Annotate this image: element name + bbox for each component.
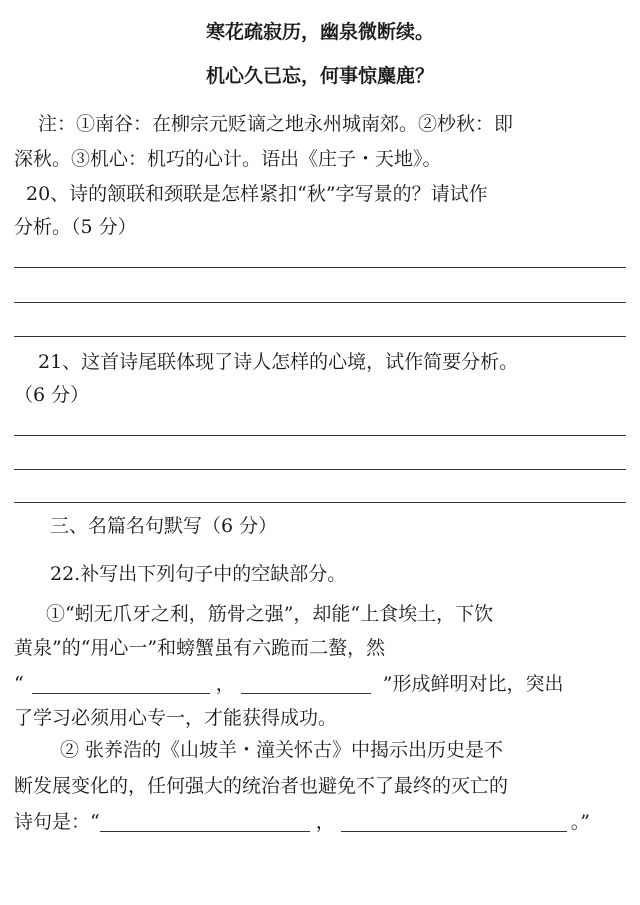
question-22-item-2-line-1: ② 张养浩的《山坡羊・潼关怀古》中揭示出历史是不 [60,739,504,761]
fill-blank-2[interactable] [241,675,371,694]
answer-line-21-2[interactable] [14,469,626,470]
question-22-item-1-line-2: 黄泉”的“用心一”和螃蟹虽有六跪而二螯，然 [14,637,386,659]
question-22-item-1-line-1: ①“蚓无爪牙之利，筋骨之强”，却能“上食埃土，下饮 [46,603,494,625]
notes-line-2: 深秋。③机心：机巧的心计。语出《庄子・天地》。 [14,148,442,170]
fill-blank-4[interactable] [341,813,567,832]
open-quote: “ [14,673,24,695]
question-22-item-1-line-4: 了学习必须用心专一，才能获得成功。 [14,707,338,729]
question-22-item-2-line-2: 断发展变化的，任何强大的统治者也避免不了最终的灭亡的 [14,775,509,797]
question-20-line-2: 分析。（5 分） [14,216,137,238]
line-tail-text: ”形成鲜明对比，突出 [382,673,564,695]
item-2-lead-text: 诗句是：“ [14,811,100,833]
question-22-item-2-line-3 [14,808,630,836]
question-21-line-2: （6 分） [14,384,90,406]
fill-blank-1[interactable] [32,675,210,694]
question-22-prompt: 22.补写出下列句子中的空缺部分。 [50,563,347,585]
blank-separator: ， [215,673,235,695]
section-3-title: 三、名篇名句默写（6 分） [50,515,278,537]
question-21-line-1: 21、这首诗尾联体现了诗人怎样的心境，试作简要分析。 [38,351,519,373]
answer-line-20-1[interactable] [14,267,626,268]
fill-blank-3[interactable] [100,813,310,832]
closing-punctuation: 。” [570,811,590,833]
poem-line-1: 寒花疏寂历，幽泉微断续。 [205,21,434,43]
poem-line-2: 机心久已忘，何事惊麋鹿？ [205,65,434,87]
answer-line-20-3[interactable] [14,336,626,337]
question-20-line-1: 20、诗的颔联和颈联是怎样紧扣“秋”字写景的？请试作 [26,183,488,205]
answer-line-21-3[interactable] [14,502,626,503]
blank-separator-2: ， [315,811,335,833]
question-22-item-1-line-3 [14,670,630,698]
answer-line-20-2[interactable] [14,302,626,303]
answer-line-21-1[interactable] [14,435,626,436]
notes-line-1: 注：①南谷：在柳宗元贬谪之地永州城南郊。②杪秋：即 [38,113,514,135]
